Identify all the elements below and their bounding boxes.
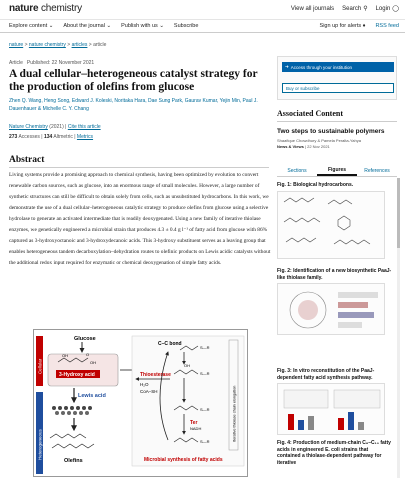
view-journals-link[interactable]: View all journals [290, 5, 335, 12]
tab-references[interactable]: References [364, 167, 390, 174]
abstract-heading: Abstract [9, 155, 45, 165]
thioesterase-label: Thioesterase [140, 372, 171, 378]
coa-label: CoA–SH [140, 389, 158, 394]
figure-4-caption: Fig. 4: Production of medium-chain C₈–C₁₀ fatty acids in engineered E. coli strains that contained a thiolase-dependent pathway for iterative [277, 440, 391, 466]
cite-this-article-link[interactable]: Cite this article [67, 124, 101, 130]
breadcrumb-nature-chemistry[interactable]: nature chemistry [28, 42, 66, 48]
associated-authors: Shaafique Chowdhury & Pamela Peralta-Yahya [277, 138, 361, 143]
figure-2-thumbnail[interactable] [277, 283, 385, 335]
h2o-label: H₂O [140, 382, 149, 387]
buy-subscribe-button[interactable]: Buy or subscribe [282, 83, 394, 93]
svg-text:S—R: S—R [200, 407, 210, 412]
sign-up-alerts-link[interactable]: Sign up for alerts ♦ [319, 23, 366, 29]
access-institution-button[interactable]: ➜ Access through your institution [282, 62, 394, 72]
top-links [291, 5, 399, 12]
iterative-label: Iterative thiolase chain elongation [232, 385, 237, 442]
associated-meta: News & Views | 22 Nov 2021 [277, 144, 330, 149]
top-bar [0, 0, 405, 20]
citation-line: Nature Chemistry (2021) | Cite this article [9, 124, 101, 130]
nav-bar [0, 20, 405, 33]
subscribe-link[interactable]: Subscribe [173, 23, 199, 29]
divider [9, 167, 269, 168]
graphical-abstract-figure[interactable] [33, 329, 248, 477]
search-link[interactable]: Search ⚲ [342, 5, 368, 12]
tab-sections[interactable]: Sections [287, 167, 307, 174]
chevron-down-icon: ⌄ [106, 23, 112, 29]
figure-1-item[interactable] [277, 182, 393, 259]
bell-icon: ♦ [362, 23, 366, 29]
olefin-structure [50, 434, 86, 438]
figure-3-thumbnail[interactable] [277, 383, 385, 435]
svg-text:S—R: S—R [200, 371, 210, 376]
cellular-label: Cellular [37, 358, 43, 374]
catalyst-bed [52, 406, 92, 415]
chevron-down-icon: ⌄ [48, 23, 54, 29]
figure-4-item[interactable] [277, 440, 393, 466]
sidebar-tabs [277, 165, 397, 177]
figure-2-item[interactable] [277, 268, 393, 335]
svg-text:S—R: S—R [200, 345, 210, 350]
figure-3-item[interactable] [277, 368, 393, 435]
metrics-link[interactable]: Metrics [76, 134, 94, 140]
associated-article-link[interactable]: Two steps to sustainable polymers [277, 128, 385, 135]
figure-1-caption: Fig. 1: Biological hydrocarbons. [277, 182, 354, 188]
microbial-label: Microbial synthesis of fatty acids [144, 457, 223, 463]
journal-link[interactable]: Nature Chemistry [9, 124, 48, 130]
breadcrumb-article: article [93, 42, 107, 48]
hydroxy-acid-label: 3-Hydroxy acid [59, 372, 95, 378]
lewis-acid-label: Lewis acid [78, 393, 106, 399]
abstract-text: Living systems provide a promising approach to chemical synthesis, having been optimized by evolution to convert renewable carbon sources, such as glucose, into an enormous range of small molecules. However, a large number of synthetic structures can still be difficult to obtain solely from cells, such as unsubstituted hydrocarbons. In this work, we demonstrate the use of a dual cellular–heterogeneous catalytic strategy to produce olefins from glucose using a selective hydrolase to generate an activated intermediate that is readily deoxygenated. Using a new family of iterative thiolase enzymes, we genetically engineered a microbial strain that produces 4.3 ± 0.4 g l⁻¹ of fatty acid from glucose with 86% captured as 3-hydroxyoctanoic and 3-hydroxydecanoic acids. This 3-hydroxy substituent serves as a leaving group that enables heterogeneous tandem decarboxylation–dehydration routes to olefinic products on Lewis acidic catalysts without the additional redox input required for enzymatic or chemical deoxygenation of simple fatty acids. [9, 172, 271, 266]
nadh-label: NADH [190, 426, 202, 431]
ter-label: Ter [190, 420, 198, 426]
access-box [277, 56, 397, 100]
breadcrumb-nature[interactable]: nature [9, 42, 24, 48]
heterogeneous-label: Heterogeneous [37, 429, 43, 460]
article-meta [9, 60, 94, 66]
cc-bond-label: C–C bond [158, 341, 182, 347]
scrollbar-thumb[interactable] [397, 178, 400, 248]
rss-feed-link[interactable]: RSS feed [375, 23, 399, 29]
chevron-down-icon: ⌄ [159, 23, 164, 29]
sidebar-scrollbar[interactable] [397, 178, 400, 478]
author-list[interactable]: Zhen Q. Wang, Heng Song, Edward J. Koleski, Noritaka Hara, Dae Sung Park, Gaurav Kumar, Yejin Min, Paul J. Dauenhauer & Michelle C. Y. Chang [9, 98, 258, 112]
figure-2-caption: Fig. 2: Identification of a new biosynthetic PaaJ-like thiolase family. [277, 268, 392, 281]
user-icon: ◯ [392, 6, 399, 12]
tab-figures[interactable]: Figures [317, 165, 357, 176]
about-journal-menu[interactable]: About the journal ⌄ [63, 23, 112, 29]
breadcrumb-articles[interactable]: articles [71, 42, 88, 48]
search-icon: ⚲ [363, 6, 368, 12]
pathway-panel [132, 336, 244, 466]
arrow-right-icon: ➜ [285, 64, 289, 69]
published-date: Published: 22 November 2021 [26, 60, 95, 66]
glucose-label: Glucose [74, 336, 96, 342]
breadcrumb: nature > nature chemistry > articles > article [9, 42, 107, 48]
svg-text:OH: OH [184, 363, 190, 368]
login-link[interactable]: Login ◯ [375, 5, 399, 12]
publish-menu[interactable]: Publish with us ⌄ [121, 23, 164, 29]
divider [277, 121, 397, 122]
article-type: Article [9, 60, 23, 66]
article-metrics: 273 Accesses | 134 Altmetric | Metrics [9, 134, 94, 140]
olefin-structure [52, 444, 94, 448]
svg-text:O: O [86, 352, 90, 357]
olefins-label: Olefins [64, 458, 83, 464]
svg-text:OH: OH [62, 353, 68, 358]
journal-logo[interactable]: nature chemistry [9, 3, 82, 14]
article-title: A dual cellular–heterogeneous catalyst strategy for the production of olefins from glucose [9, 68, 258, 93]
figure-3-caption: Fig. 3: In vitro reconstitution of the PaaJ-dependent fatty acid synthesis pathway. [277, 368, 375, 381]
figure-1-thumbnail[interactable] [277, 191, 385, 259]
explore-content-menu[interactable]: Explore content ⌄ [9, 23, 54, 29]
reaction-scheme [34, 330, 248, 477]
associated-content-heading: Associated Content [277, 109, 343, 118]
svg-text:OH: OH [90, 360, 96, 365]
svg-text:S—R: S—R [200, 439, 210, 444]
